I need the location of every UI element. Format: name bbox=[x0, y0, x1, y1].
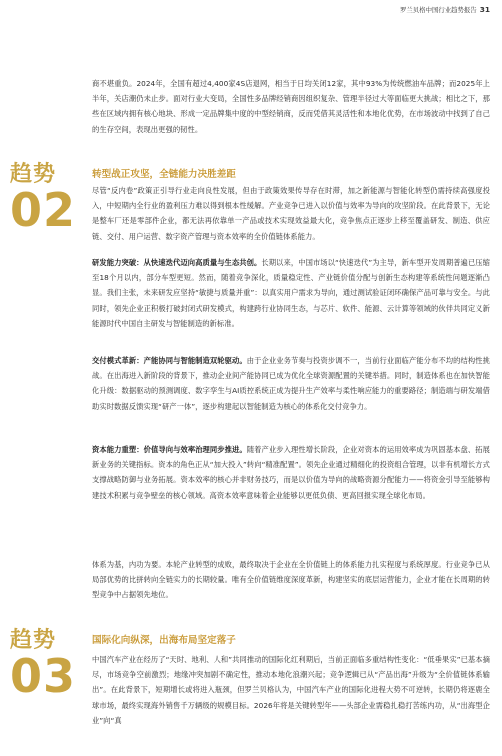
para-4-lead: 资本能力重塑：价值导向与效率治理同步推进。 bbox=[92, 445, 247, 454]
report-title bbox=[400, 5, 490, 14]
trend-03-word: 趋势 bbox=[10, 628, 57, 653]
trend-02-word: 趋势 bbox=[10, 162, 57, 187]
trend-03-label bbox=[10, 628, 80, 703]
trend-02-title: 转型战正攻坚，全链能力决胜差距 bbox=[92, 169, 236, 180]
trend-03-paragraph-1: 中国汽车产业在经历了“天时、地利、人和”共同推动的国际化红利期后，当前正面临多重结构性变化：“低垂果实”已基本摘尽，市场竞争空前激烈；地缘冲突加剧不确定性，推动本地化浪潮兴起；竞争逻辑已从“产品出海”升级为“全价值链体系输出”。在此背景下，短期增长或将进入瓶颈，但罗兰贝格认为，中国汽车产业的国际化进程大势不可逆转，长期仍将逐鹿全球市场，最终实现海外销售千万辆级的规模目标。2026年将是关键转型年——头部企业需稳扎稳打苦练内功，从“出海型企业”向“真 bbox=[92, 655, 490, 725]
trend-02-label bbox=[10, 162, 80, 237]
page-header bbox=[0, 0, 502, 20]
trend-02-paragraph-3 bbox=[92, 353, 490, 414]
para-2-lead: 研发能力突破：从快速迭代迈向高质量与生态共创。 bbox=[92, 258, 262, 267]
report-title-text: 罗兰贝格中国行业趋势报告 bbox=[400, 6, 477, 14]
page-number: 31 bbox=[479, 5, 490, 14]
intro-paragraph: 商不堪重负。2024年，全国有超过4,400家4S店退网，相当于日均关闭12家，其中93%为传统燃油车品牌；而2025年上半年，关店潮仍未止步。面对行业大变局，全国性多品牌经销商因组织复杂、管理半径过大等面临更大挑战；相比之下，那些在区域内拥有核心地块、形成一定品牌集中度的中型经销商，反而凭借其灵活性和本地化优势，在市场波动中找到了自己的生存空间，表现出更强的韧性。 bbox=[92, 79, 490, 134]
trend-03-title: 国际化向纵深，出海布局坚定落子 bbox=[92, 635, 236, 646]
para-3-text: 由于企业业务节奏与投资步调不一，当前行业面临产能分布不均的结构性挑战。在出海进入新阶段的背景下，推动企业间产能协同已成为优化全球资源配置的关键举措。同时，制造体系也在加快智能化升级：数据驱动的预测调度、数字孪生与AI质控系统正成为提升生产效率与柔性响应能力的重要路径；制造端与研发端借助实时数据反馈实现“研产一体”，逐步构建起以智能制造为核心的体系化交付竞争力。 bbox=[92, 356, 490, 411]
para-4-text: 随着产业步入理性增长阶段，企业对资本的运用效率成为巩固基本盘、拓展新业务的关键指标。资本的角色正从“加大投入”转向“精准配置”。领先企业通过精细化的投资组合管理，以非有机增长方式支撑战略防御与业务拓展。资本效率的核心并非财务技巧，而是以价值为导向的战略资源分配能力——将资金引导至能够构建技术积累与竞争壁垒的核心领域。高资本效率意味着企业能够以更低负债、更高回报实现全球化布局。 bbox=[92, 445, 490, 500]
trend-02-number: 02 bbox=[10, 183, 77, 237]
trend-02-paragraph-2 bbox=[92, 255, 490, 331]
trend-02-paragraph-4 bbox=[92, 442, 490, 503]
para-3-lead: 交付模式革新：产能协同与智能制造双轮驱动。 bbox=[92, 356, 247, 365]
trend-02-paragraph-5: 体系为基，内功为要。本轮产业转型的成败，最终取决于企业在全价值链上的体系能力扎实程度与系统厚度。行业竞争已从局部优势的比拼转向全链实力的长期较量。唯有全价值链维度深度革新，构建坚实的底层运营能力，企业才能在长周期的转型竞争中占据领先地位。 bbox=[92, 560, 490, 600]
para-2-text: 长期以来，中国市场以“快速迭代”为主导，新车型开发周期普遍已压缩至18个月以内，部分车型更短。然而，随着竞争深化，质量稳定性、产业链价值分配与创新生态构建等系统性问题逐渐凸显。我们主张，未来研发应坚持“敏捷与质量并重”：以真实用户需求为导向，通过测试验证闭环确保产品可靠与安全。与此同时，领先企业正积极打破封闭式研发模式，构建跨行业协同生态，与芯片、软件、能源、云计算等领域的伙伴共同定义新能源时代中国自主研发与智能制造的新标准。 bbox=[92, 258, 490, 328]
trend-02-paragraph-1: 尽管“反内卷”政策正引导行业走向良性发展，但由于政策效果传导存在时滞，加之新能源与智能化转型仍需持续高强度投入，中短期内全行业的盈利压力难以得到根本性缓解。产业竞争已进入以价值与效率为导向的攻坚阶段。在此背景下，无论是整车厂还是零部件企业，都无法再依靠单一产品或技术实现效益最大化，竞争焦点正逐步上移至覆盖研发、制造、供应链、交付、用户运营、数字资产管理与资本效率的全价值链体系能力。 bbox=[92, 186, 490, 241]
trend-03-number: 03 bbox=[10, 649, 77, 703]
